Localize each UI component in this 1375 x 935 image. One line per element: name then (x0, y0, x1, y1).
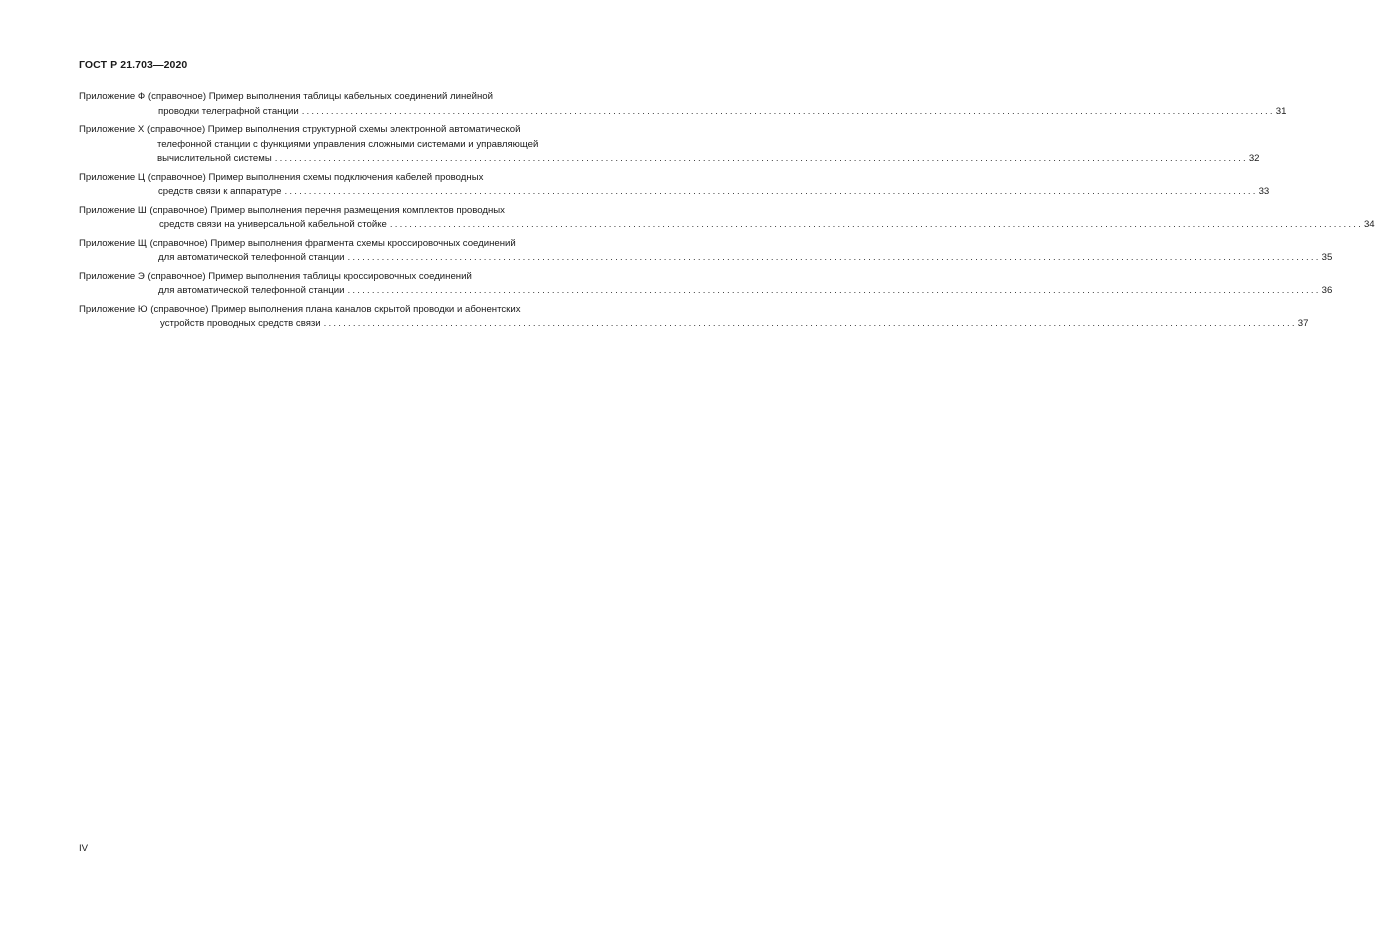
toc-page-number: 33 (1258, 186, 1270, 197)
toc-entry-title-continuation: проводки телеграфной станции (158, 105, 299, 117)
table-of-contents (79, 90, 1375, 336)
toc-entry[interactable] (79, 90, 1287, 119)
toc-entry-title: Приложение Ц (справочное) Пример выполнения схемы подключения кабелей проводных (79, 171, 484, 183)
toc-entry-title: Приложение Ш (справочное) Пример выполнения перечня размещения комплектов проводных (79, 204, 505, 216)
toc-page-number: 31 (1275, 105, 1287, 117)
toc-entry[interactable] (79, 123, 1260, 167)
toc-page-number: 35 (1321, 252, 1333, 263)
toc-page-number: 32 (1248, 153, 1260, 164)
dot-leader: ........................................................................................................................................................................................................ (301, 105, 1275, 117)
toc-page-number: 37 (1297, 318, 1309, 329)
toc-entry-title-continuation: вычислительной системы (157, 153, 272, 164)
toc-entry[interactable] (79, 303, 1309, 332)
toc-page-number: 36 (1321, 285, 1333, 296)
toc-entry-title: Приложение Щ (справочное) Пример выполнения фрагмента схемы кроссировочных соединений (79, 237, 516, 249)
toc-entry-title: Приложение Ю (справочное) Пример выполнения плана каналов скрытой проводки и абонентских (79, 303, 521, 315)
toc-entry-title-continuation: средств связи к аппаратуре (158, 186, 282, 197)
toc-entry-title-continuation: для автоматической телефонной станции (158, 285, 345, 296)
dot-leader: ........................................................................................................................................................................................................ (284, 186, 1258, 197)
toc-entry[interactable] (79, 270, 1333, 299)
dot-leader: ........................................................................................................................................................................................................ (389, 219, 1363, 230)
toc-entry-title: Приложение Х (справочное) Пример выполнения структурной схемы электронной автоматической (79, 124, 521, 135)
toc-entry-title: Приложение Э (справочное) Пример выполнения таблицы кроссировочных соединений (79, 270, 472, 282)
toc-entry-title-continuation: для автоматической телефонной станции (158, 252, 345, 263)
dot-leader: ........................................................................................................................................................................................................ (323, 318, 1297, 329)
toc-entry[interactable] (79, 204, 1375, 233)
dot-leader: ........................................................................................................................................................................................................ (347, 285, 1321, 296)
toc-entry[interactable] (79, 237, 1333, 266)
toc-entry-title-continuation: устройств проводных средств связи (160, 318, 321, 329)
dot-leader: ........................................................................................................................................................................................................ (347, 252, 1321, 263)
dot-leader: ........................................................................................................................................................................................................ (274, 153, 1248, 164)
toc-entry-title-continuation: телефонной станции с функциями управления сложными системами и управляющей (157, 138, 539, 150)
toc-page-number: 34 (1363, 219, 1375, 230)
document-header: ГОСТ Р 21.703—2020 (79, 59, 188, 71)
page-number-footer: IV (79, 843, 89, 854)
toc-entry[interactable] (79, 171, 1270, 200)
toc-entry-title-continuation: средств связи на универсальной кабельной стойке (159, 219, 387, 230)
toc-entry-title: Приложение Ф (справочное) Пример выполнения таблицы кабельных соединений линейной (79, 91, 493, 102)
